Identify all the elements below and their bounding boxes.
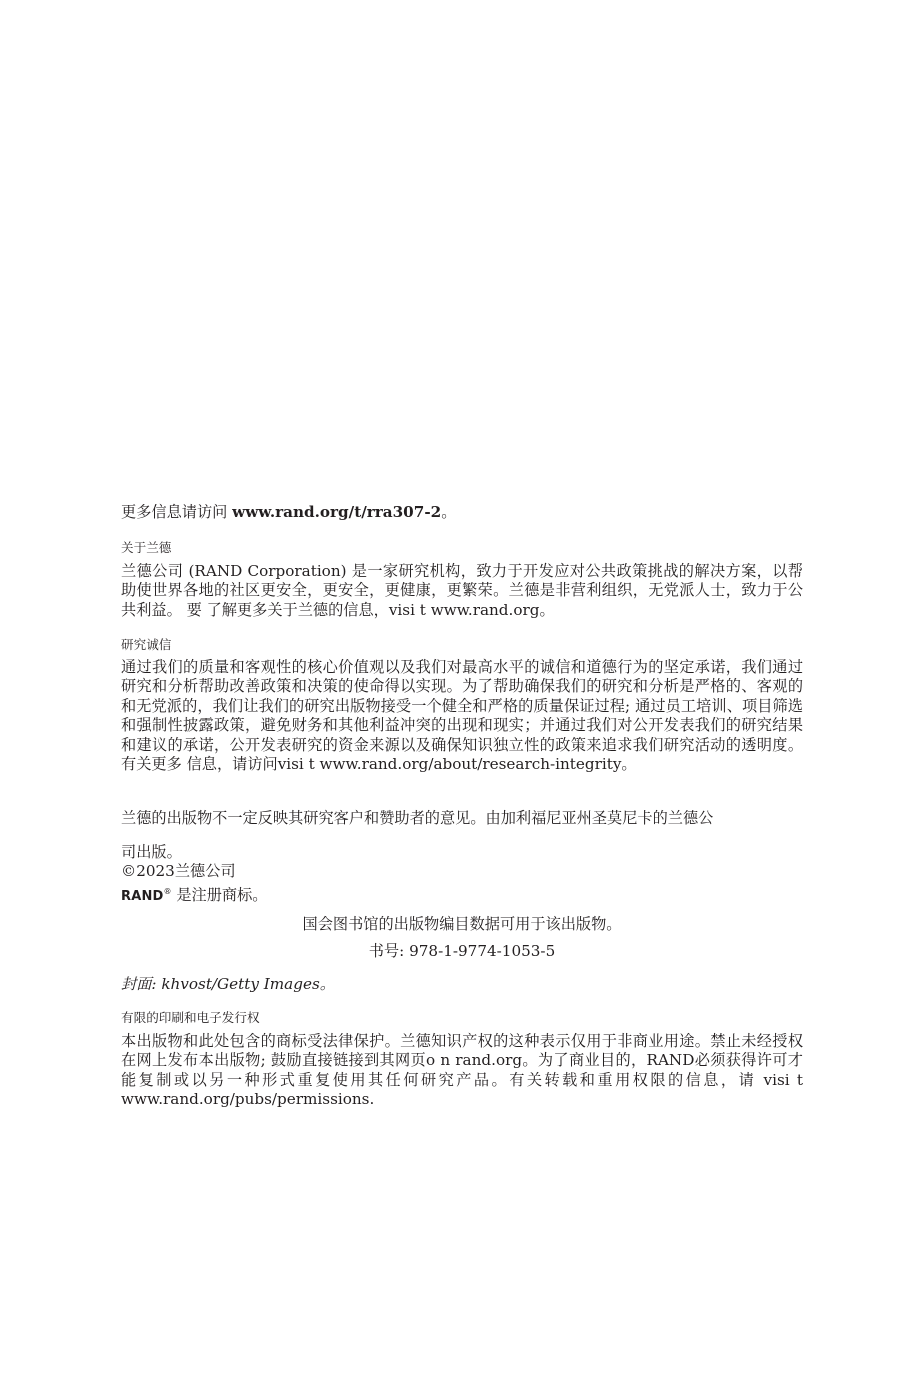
rand-logo: RAND	[121, 888, 164, 904]
cover-label: 封面:	[121, 975, 157, 993]
about-heading: 关于兰德	[121, 540, 172, 555]
more-info-line	[121, 503, 803, 522]
registered-mark: ®	[163, 886, 172, 896]
more-info-url[interactable]: www.rand.org/t/rra307-2	[232, 503, 442, 521]
cover-credit: khvost/Getty Images。	[156, 975, 335, 993]
disclaimer-line2: 司出版。	[121, 843, 182, 861]
disclaimer-line1: 兰德的出版物不一定反映其研究客户和赞助者的意见。由加利福尼亚州圣莫尼卡的兰德公	[121, 809, 714, 827]
cataloging-line: 国会图书馆的出版物编目数据可用于该出版物。	[302, 915, 622, 933]
disclaimer-block	[121, 843, 803, 906]
more-info-prefix: 更多信息请访问	[121, 503, 233, 521]
license-text: 本出版物和此处包含的商标受法律保护。兰德知识产权的这种表示仅用于非商业用途。禁止未经授权在网上发布本出版物; 鼓励直接链接到其网页o n rand.org。为了商业目的，RAND必须获得许可才能复制或以另一种形式重复使用其任何研究产品。有关转载和重用权限的信息，请 visi t www.rand.org/pubs/permissions.	[121, 1032, 803, 1109]
trademark-line	[121, 882, 803, 906]
integrity-text: 通过我们的质量和客观性的核心价值观以及我们对最高水平的诚信和道德行为的坚定承诺，我们通过研究和分析帮助改善政策和决策的使命得以实现。为了帮助确保我们的研究和分析是严格的、客观的和无党派的，我们让我们的研究出版物接受一个健全和严格的质量保证过程; 通过员工培训、项目筛选和强制性披露政策，避免财务和其他利益冲突的出现和现实；并通过我们对公开发表我们的研究结果和建议的承诺，公开发表研究的资金来源以及确保知识独立性的政策来追求我们研究活动的透明度。有关更多 信息，请访问visi t www.rand.org/about/research-integrity。	[121, 658, 803, 774]
copyright-line: ©2023兰德公司	[121, 862, 236, 881]
trademark-text: 是注册商标。	[171, 885, 268, 904]
integrity-heading: 研究诚信	[121, 637, 172, 652]
more-info-suffix: 。	[441, 503, 457, 521]
about-text: 兰德公司 (RAND Corporation) 是一家研究机构，致力于开发应对公共政策挑战的解决方案，以帮助使世界各地的社区更安全，更安全，更健康，更繁荣。兰德是非营利组织，无党派人士，致力于公共利益。 要 了解更多关于兰德的信息，visi t www.rand.org。	[121, 562, 803, 619]
isbn-line: 书号: 978-1-9774-1053-5	[368, 942, 556, 960]
license-heading: 有限的印刷和电子发行权	[121, 1010, 260, 1025]
cover-credit-line	[121, 975, 803, 994]
